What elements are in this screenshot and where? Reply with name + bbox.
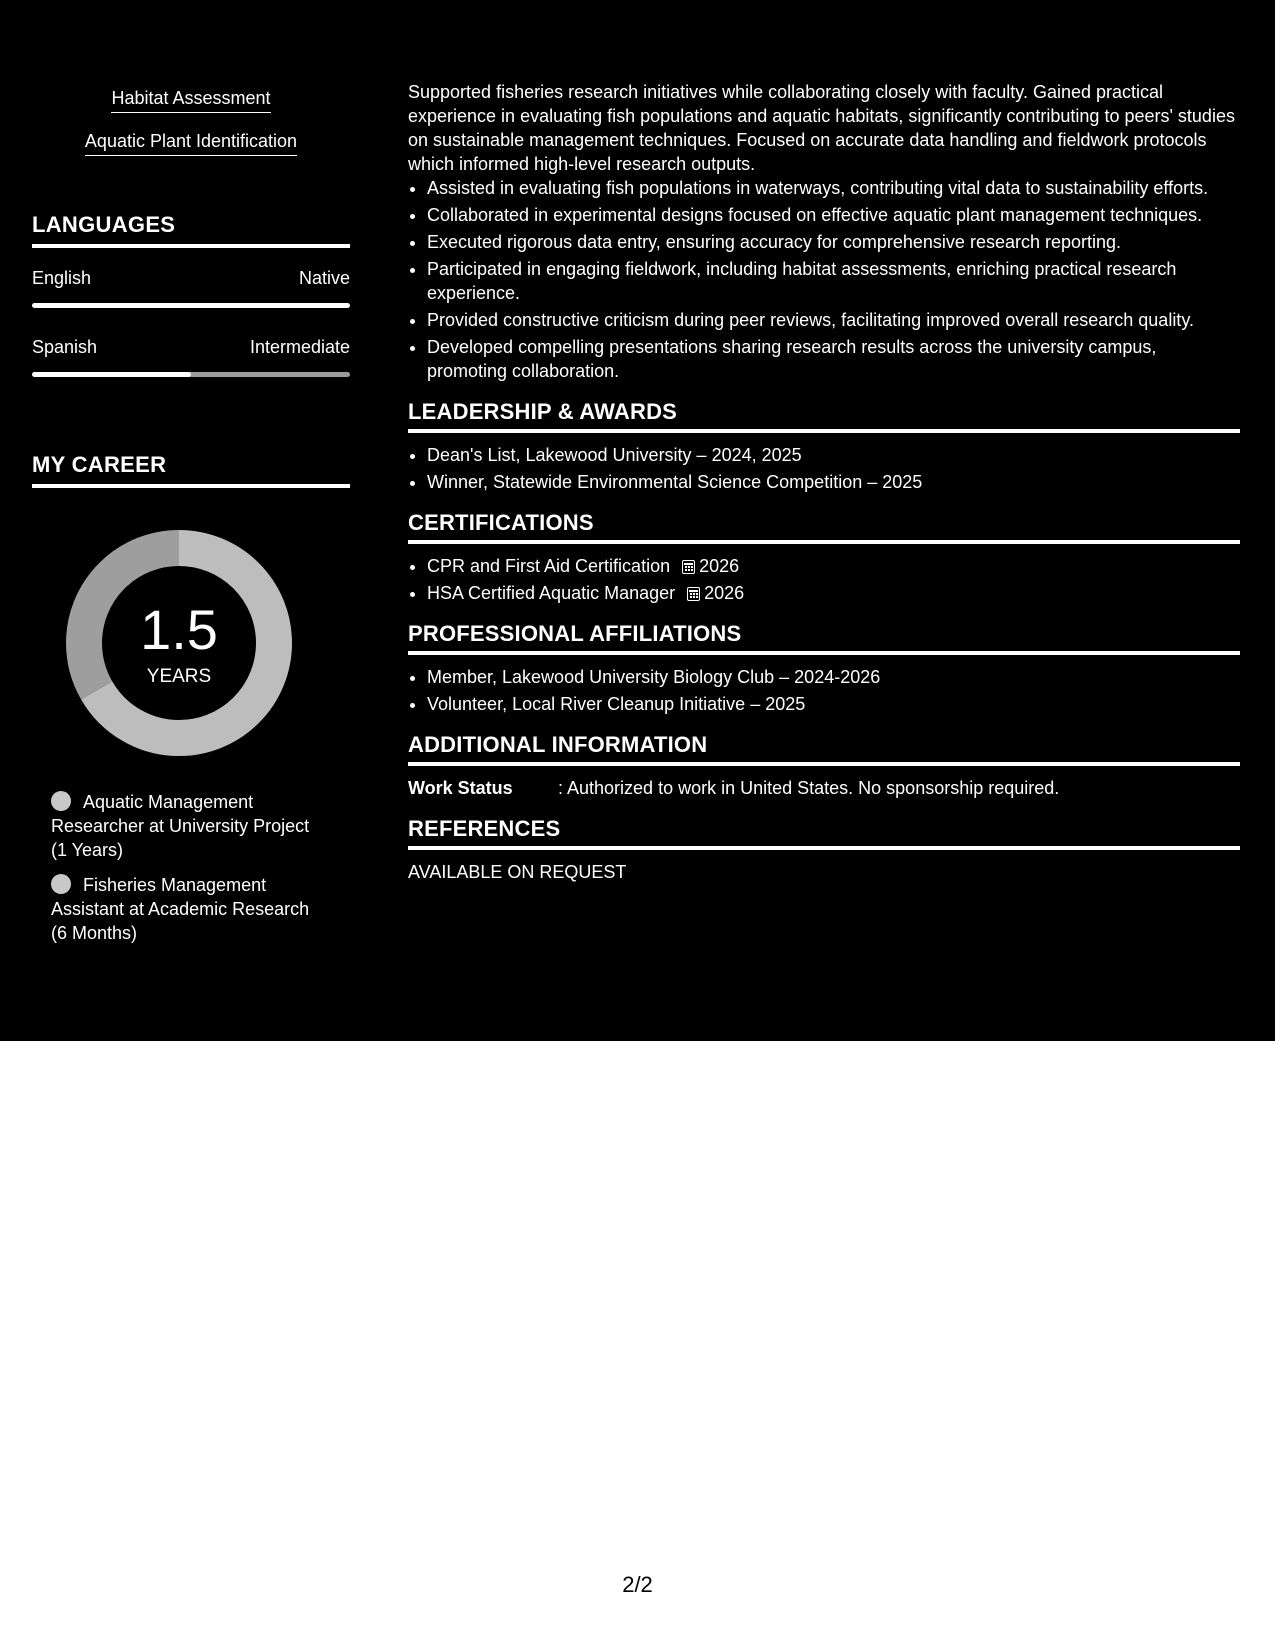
affiliations-list (408, 665, 1240, 716)
certifications-heading: CERTIFICATIONS (408, 510, 1240, 544)
main-content (408, 80, 1240, 884)
language-name: English (32, 268, 92, 288)
legend-dot-icon (51, 791, 71, 811)
experience-summary: Supported fisheries research initiatives while collaborating closely with faculty. Gained practical experience in evaluating fish populations and aquatic habitats, significantly contributing to peers' studies on sustainable management techniques. Focused on accurate data handling and fieldwork protocols which informed high-level research outputs. (408, 82, 1235, 174)
language-bar (32, 303, 350, 308)
language-bar-fill (32, 303, 350, 308)
work-status-row (408, 776, 1240, 800)
career-role-line2: Assistant at Academic Research (51, 899, 310, 919)
certification-year: 2026 (704, 583, 745, 603)
skill-item[interactable]: Aquatic Plant Identification (85, 131, 297, 156)
list-item: • Assisted in evaluating fish populations in waterways, contributing vital data to sustainability efforts. (427, 176, 1240, 200)
career-role-duration: (1 Years) (51, 840, 124, 860)
certification-name: CPR and First Aid Certification (427, 556, 671, 576)
career-total-value: 1.5 (140, 598, 218, 661)
language-name: Spanish (32, 337, 98, 357)
leadership-list (408, 443, 1240, 494)
work-status-value: : Authorized to work in United States. No sponsorship required. (558, 778, 1060, 798)
certification-name: HSA Certified Aquatic Manager (427, 583, 676, 603)
list-item (427, 581, 1240, 605)
experience-bullets (408, 176, 1240, 383)
affiliations-heading: PROFESSIONAL AFFILIATIONS (408, 621, 1240, 655)
skills-list (32, 88, 350, 174)
list-item: • Participated in engaging fieldwork, including habitat assessments, enriching practical research experience. (427, 257, 1240, 305)
career-role-line1: Fisheries Management (83, 875, 267, 895)
list-item: • Developed compelling presentations sharing research results across the university campus, promoting collaboration. (427, 335, 1240, 383)
list-item: • Collaborated in experimental designs focused on effective aquatic plant management techniques. (427, 203, 1240, 227)
career-heading: MY CAREER (32, 452, 350, 488)
career-total-unit: YEARS (146, 666, 212, 687)
career-total (66, 530, 292, 756)
languages-heading: LANGUAGES (32, 212, 350, 248)
list-item: • Provided constructive criticism during peer reviews, facilitating improved overall research quality. (427, 308, 1240, 332)
calendar-icon (682, 560, 695, 574)
list-item (427, 554, 1240, 578)
additional-info-heading: ADDITIONAL INFORMATION (408, 732, 1240, 766)
career-role-duration: (6 Months) (51, 923, 138, 943)
language-bar-fill (32, 372, 191, 377)
leadership-heading: LEADERSHIP & AWARDS (408, 399, 1240, 433)
sidebar (0, 0, 382, 1041)
language-bar (32, 372, 350, 377)
work-status-label: Work Status (408, 778, 513, 798)
calendar-icon (687, 587, 700, 601)
references-text: AVAILABLE ON REQUEST (408, 862, 627, 882)
career-role-line1: Aquatic Management (83, 792, 254, 812)
career-legend-item (51, 790, 351, 862)
certifications-list (408, 554, 1240, 605)
list-item: • Dean's List, Lakewood University – 2024, 2025 (427, 443, 1240, 467)
career-legend (51, 790, 351, 956)
career-role-line2: Researcher at University Project (51, 816, 310, 836)
page-number: 2/2 (622, 1572, 653, 1597)
references-heading: REFERENCES (408, 816, 1240, 850)
legend-dot-icon (51, 874, 71, 894)
language-level: Native (298, 268, 350, 288)
skill-item[interactable]: Habitat Assessment (111, 88, 270, 113)
list-item: • Winner, Statewide Environmental Science Competition – 2025 (427, 470, 1240, 494)
list-item: • Volunteer, Local River Cleanup Initiative – 2025 (427, 692, 1240, 716)
certification-year: 2026 (699, 556, 740, 576)
language-spanish (32, 337, 350, 377)
list-item: • Executed rigorous data entry, ensuring accuracy for comprehensive research reporting. (427, 230, 1240, 254)
language-english (32, 268, 350, 308)
career-legend-item (51, 873, 351, 945)
list-item: • Member, Lakewood University Biology Club – 2024-2026 (427, 665, 1240, 689)
language-level: Intermediate (249, 337, 350, 357)
